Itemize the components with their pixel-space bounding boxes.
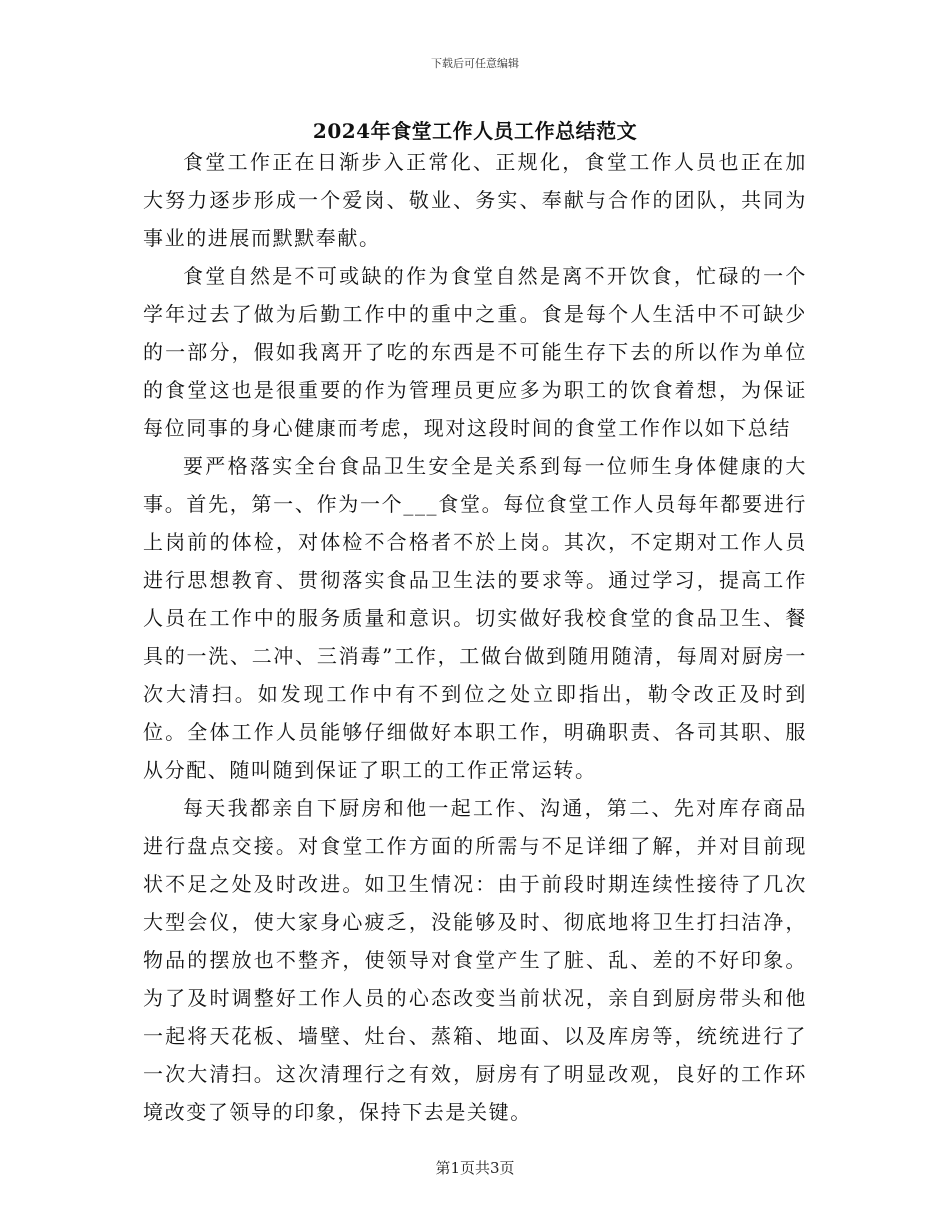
document-title: 2024年食堂工作人员工作总结范文 — [312, 119, 638, 143]
page-number-footer: 第1页共3页 — [435, 1159, 515, 1177]
paragraph-4: 每天我都亲自下厨房和他一起工作、沟通，第二、先对库存商品进行盘点交接。对食堂工作方面的所需与不足详细了解，并对目前现状不足之处及时改进。如卫生情况：由于前段时期连续性接待了几次大型会仪，使大家身心疲乏，没能够及时、彻底地将卫生打扫洁净，物品的摆放也不整齐，使领导对食堂产生了脏、乱、差的不好印象。为了及时调整好工作人员的心态改变当前状况，亲自到厨房带头和他一起将天花板、墙壁、灶台、蒸箱、地面、以及库房等，统统进行了一次大清扫。这次清理行之有效，厨房有了明显改观，良好的工作环境改变了领导的印象，保持下去是关键。 — [143, 796, 807, 1124]
document-body — [143, 143, 807, 1131]
paragraph-2: 食堂自然是不可或缺的作为食堂自然是离不开饮食，忙碌的一个学年过去了做为后勤工作中的重中之重。食是每个人生活中不可缺少的一部分，假如我离开了吃的东西是不可能生存下去的所以作为单位的食堂这也是很重要的作为管理员更应多为职工的饮食着想，为保证每位同事的身心健康而考虑，现对这段时间的食堂工作作以如下总结 — [143, 264, 807, 440]
paragraph-1: 食堂工作正在日渐步入正常化、正规化，食堂工作人员也正在加大努力逐步形成一个爱岗、敬业、务实、奉献与合作的团队，共同为事业的进展而默默奉献。 — [143, 150, 807, 250]
header-note: 下载后可任意编辑 — [431, 57, 519, 70]
paragraph-3: 要严格落实全台食品卫生安全是关系到每一位师生身体健康的大事。首先，第一、作为一个___食堂。每位食堂工作人员每年都要进行上岗前的体检，对体检不合格者不於上岗。其次，不定期对工作人员进行思想教育、贯彻落实食品卫生法的要求等。通过学习，提高工作人员在工作中的服务质量和意识。切实做好我校食堂的食品卫生、餐具的一洗、二冲、三消毒”工作，工做台做到随用随清，每周对厨房一次大清扫。如发现工作中有不到位之处立即指出，勒令改正及时到位。全体工作人员能够仔细做好本职工作，明确职责、各司其职、服从分配、随叫随到保证了职工的工作正常运转。 — [143, 454, 807, 782]
